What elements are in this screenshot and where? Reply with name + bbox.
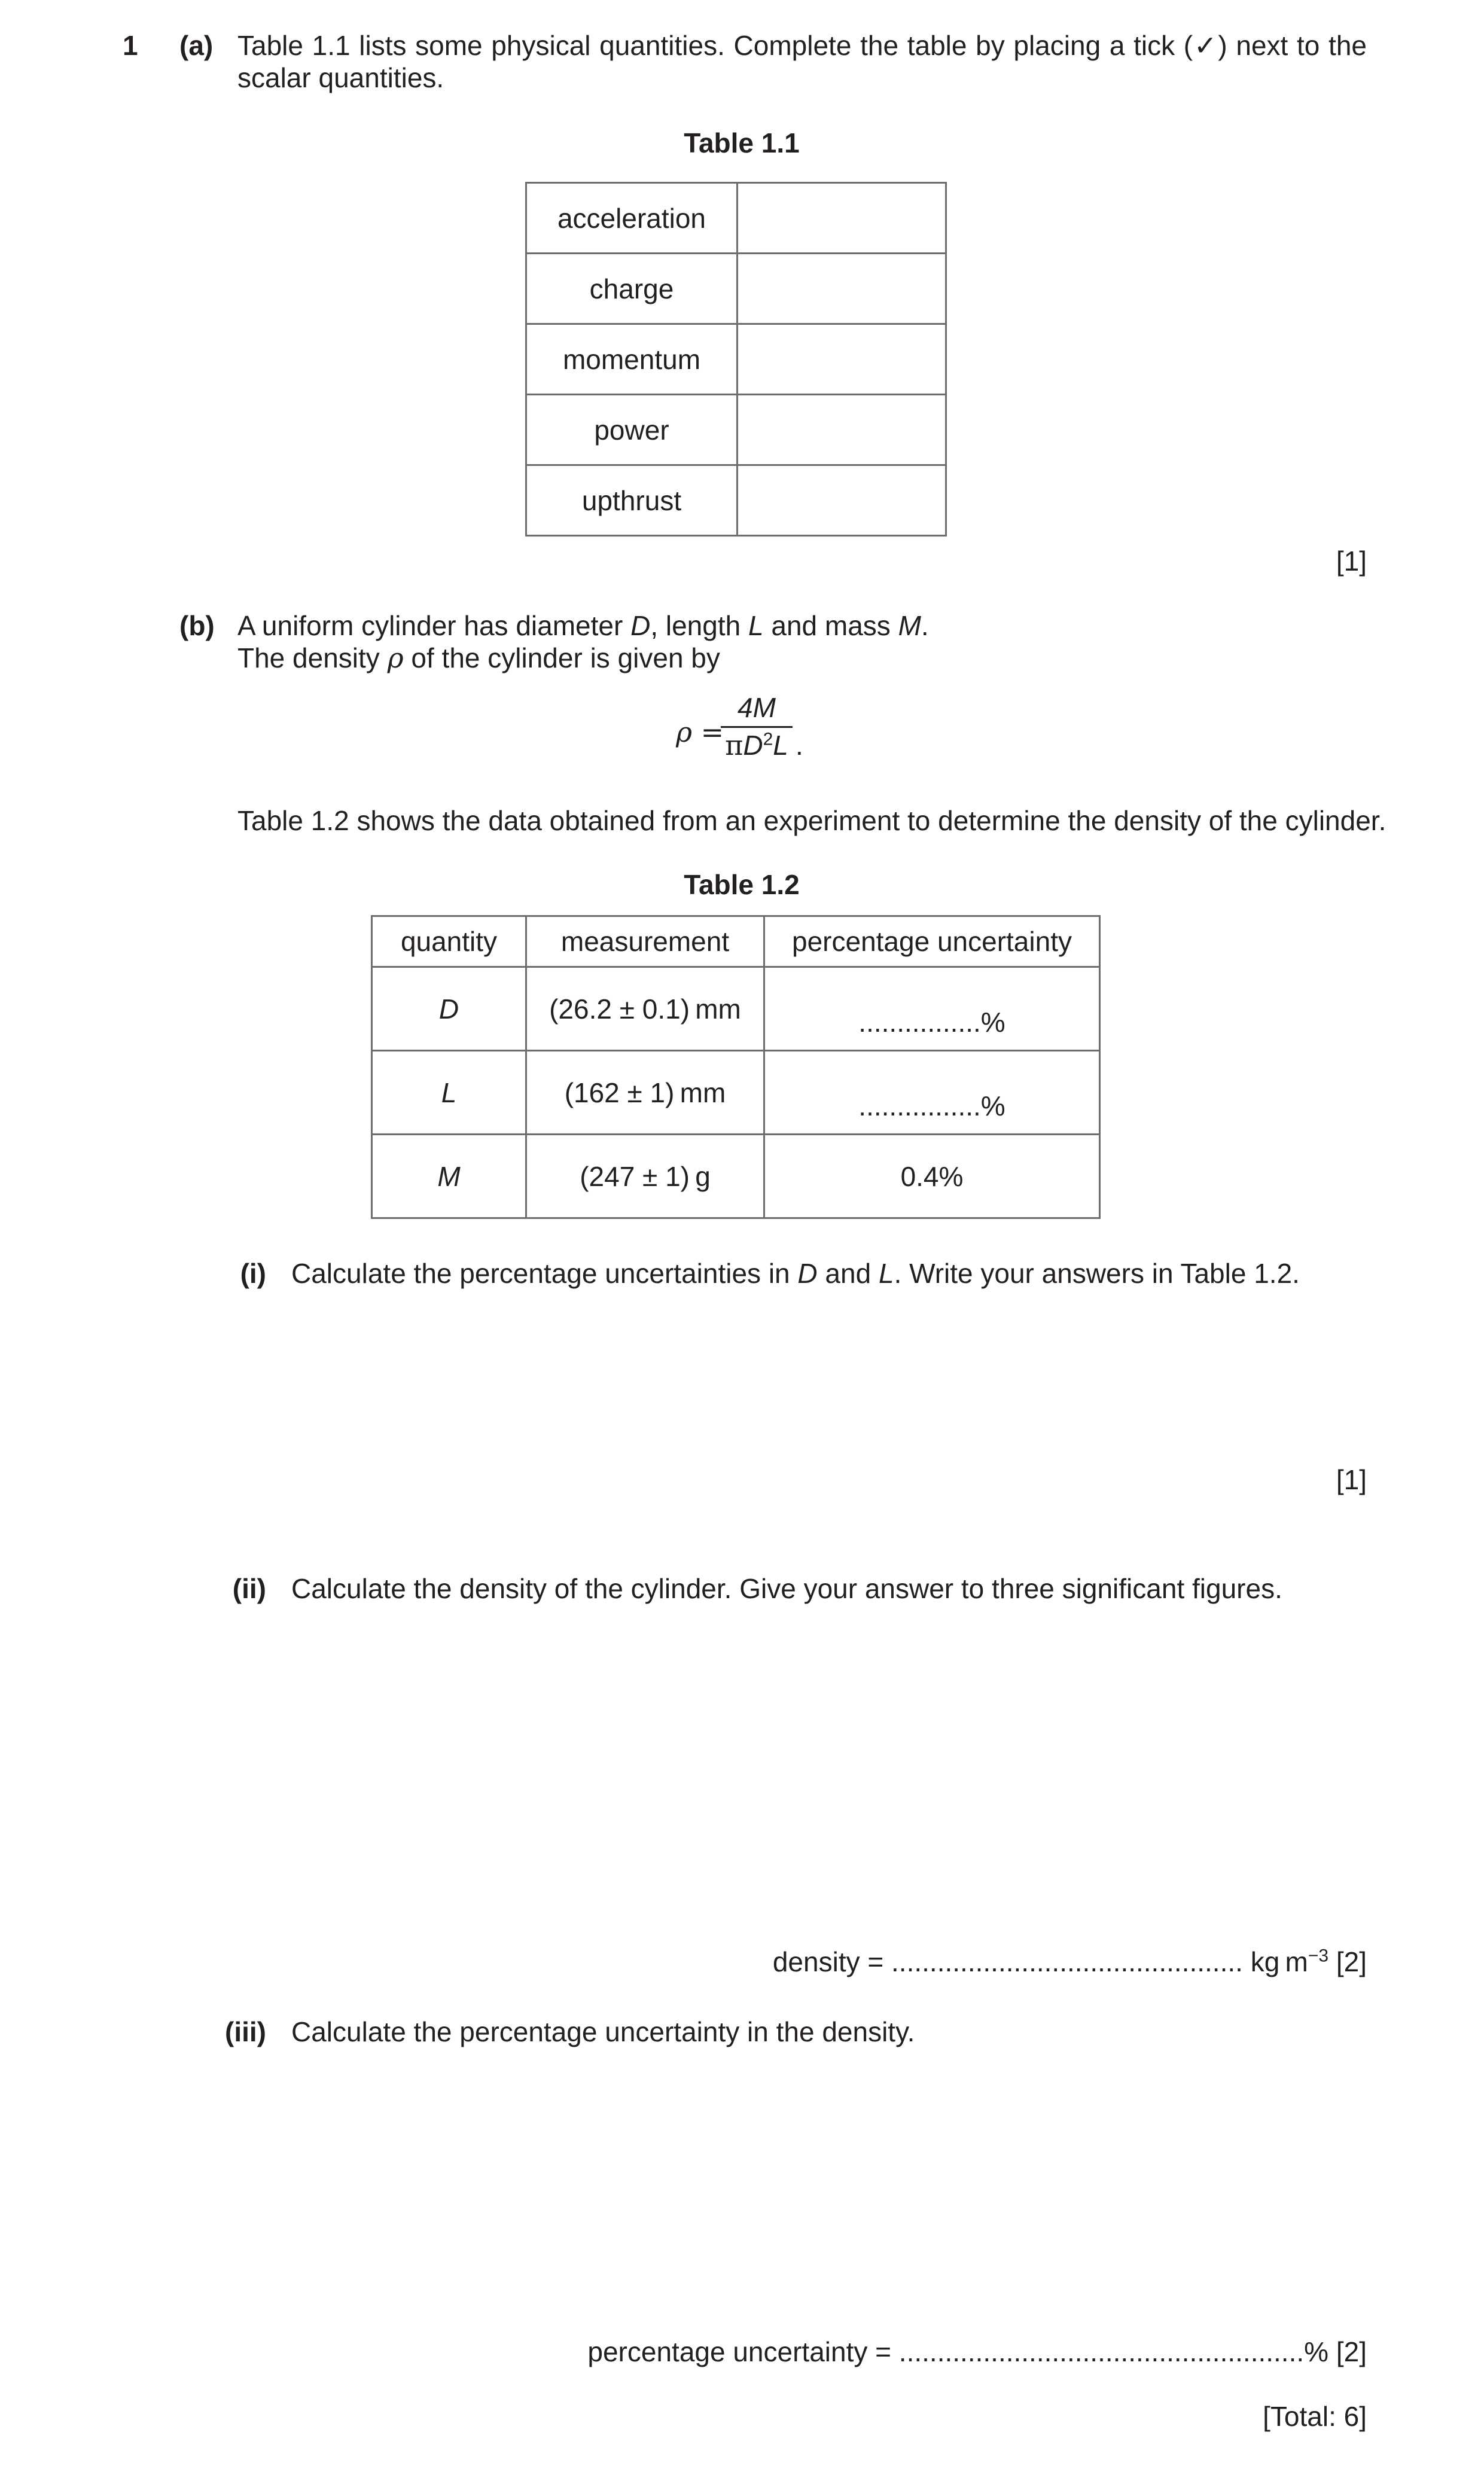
part-iii-label: (iii) — [225, 2016, 266, 2047]
uncertainty-answer-field[interactable]: ..................................................... — [898, 2336, 1305, 2367]
part-i-text: Calculate the percentage uncertainties in D and L. Write your answers in Table 1.2. — [291, 1258, 1300, 1289]
part-a-text-line2: scalar quantities. — [237, 62, 444, 93]
uncertainty-unit: % — [1304, 2336, 1329, 2367]
table-row — [372, 967, 1100, 1051]
part-a-text-line1: Table 1.1 lists some physical quantities. Complete the table by placing a tick (✓) next to the — [237, 30, 1367, 61]
part-i-marks: [1] — [1336, 1464, 1367, 1495]
formula-lhs: ρ = — [676, 716, 724, 748]
uncertainty-answer-line — [479, 2336, 1367, 2368]
quantity-cell: charge — [526, 254, 738, 324]
uncertainty-answer-cell[interactable] — [764, 967, 1100, 1051]
measurement-cell: (247 ± 1) g — [526, 1135, 764, 1218]
table-row — [526, 395, 946, 465]
quantity-cell: power — [526, 395, 738, 465]
density-answer-field[interactable]: .............................................. — [891, 1946, 1243, 1977]
table-row — [526, 324, 946, 395]
formula-denominator: $\pi D^2L$ — [725, 729, 788, 761]
density-unit: kg $m^{-3}$ — [1250, 1946, 1329, 1977]
table-1-2 — [371, 915, 1101, 1219]
table-row — [526, 254, 946, 324]
formula-end: . — [796, 730, 803, 761]
table-row — [372, 1135, 1100, 1218]
header-quantity: quantity — [372, 916, 526, 967]
part-iii-marks: [2] — [1336, 2336, 1367, 2367]
table-1-1 — [525, 182, 947, 537]
density-answer-line — [658, 1946, 1367, 1978]
uncertainty-answer-field[interactable]: ................% — [858, 1006, 1005, 1038]
density-formula — [721, 691, 793, 761]
part-a-marks: [1] — [1336, 545, 1367, 577]
density-answer-label: density = — [772, 1946, 892, 1977]
tick-cell[interactable] — [738, 465, 946, 536]
uncertainty-answer-field[interactable]: ................% — [858, 1090, 1005, 1121]
table-1-2-intro: Table 1.2 shows the data obtained from an experiment to determine the density of the cylinder. — [237, 805, 1387, 836]
uncertainty-answer-cell[interactable] — [764, 1051, 1100, 1135]
part-b-text-line2: The density ρ of the cylinder is given by — [237, 642, 720, 674]
uncertainty-cell: 0.4% — [764, 1135, 1100, 1218]
quantity-cell: momentum — [526, 324, 738, 395]
tick-cell[interactable] — [738, 183, 946, 254]
header-measurement: measurement — [526, 916, 764, 967]
tick-cell[interactable] — [738, 324, 946, 395]
table-row — [372, 1051, 1100, 1135]
part-b-text-line1: A uniform cylinder has diameter D, length L and mass M. — [237, 610, 929, 641]
measurement-cell: (162 ± 1) mm — [526, 1051, 764, 1135]
part-a-label: (a) — [179, 30, 214, 61]
table-row — [526, 465, 946, 536]
quantity-cell: upthrust — [526, 465, 738, 536]
quantity-cell: L — [372, 1051, 526, 1135]
part-i-label: (i) — [240, 1258, 266, 1289]
table-header-row — [372, 916, 1100, 967]
table-1-2-title: Table 1.2 — [684, 869, 800, 900]
table-1-1-title: Table 1.1 — [684, 127, 800, 158]
measurement-cell: (26.2 ± 0.1) mm — [526, 967, 764, 1051]
header-uncertainty: percentage uncertainty — [764, 916, 1100, 967]
part-b-label: (b) — [179, 610, 215, 641]
uncertainty-answer-label: percentage uncertainty = — [587, 2336, 899, 2367]
part-ii-marks: [2] — [1336, 1946, 1367, 1977]
part-iii-text: Calculate the percentage uncertainty in the density. — [291, 2016, 915, 2047]
total-marks: [Total: 6] — [1263, 2401, 1367, 2432]
table-row — [526, 183, 946, 254]
quantity-cell: M — [372, 1135, 526, 1218]
part-ii-label: (ii) — [232, 1573, 266, 1604]
tick-cell[interactable] — [738, 254, 946, 324]
formula-numerator: 4M — [721, 691, 793, 728]
quantity-cell: acceleration — [526, 183, 738, 254]
question-number: 1 — [123, 30, 138, 61]
part-ii-text: Calculate the density of the cylinder. Give your answer to three significant figures. — [291, 1573, 1282, 1604]
tick-cell[interactable] — [738, 395, 946, 465]
quantity-cell: D — [372, 967, 526, 1051]
